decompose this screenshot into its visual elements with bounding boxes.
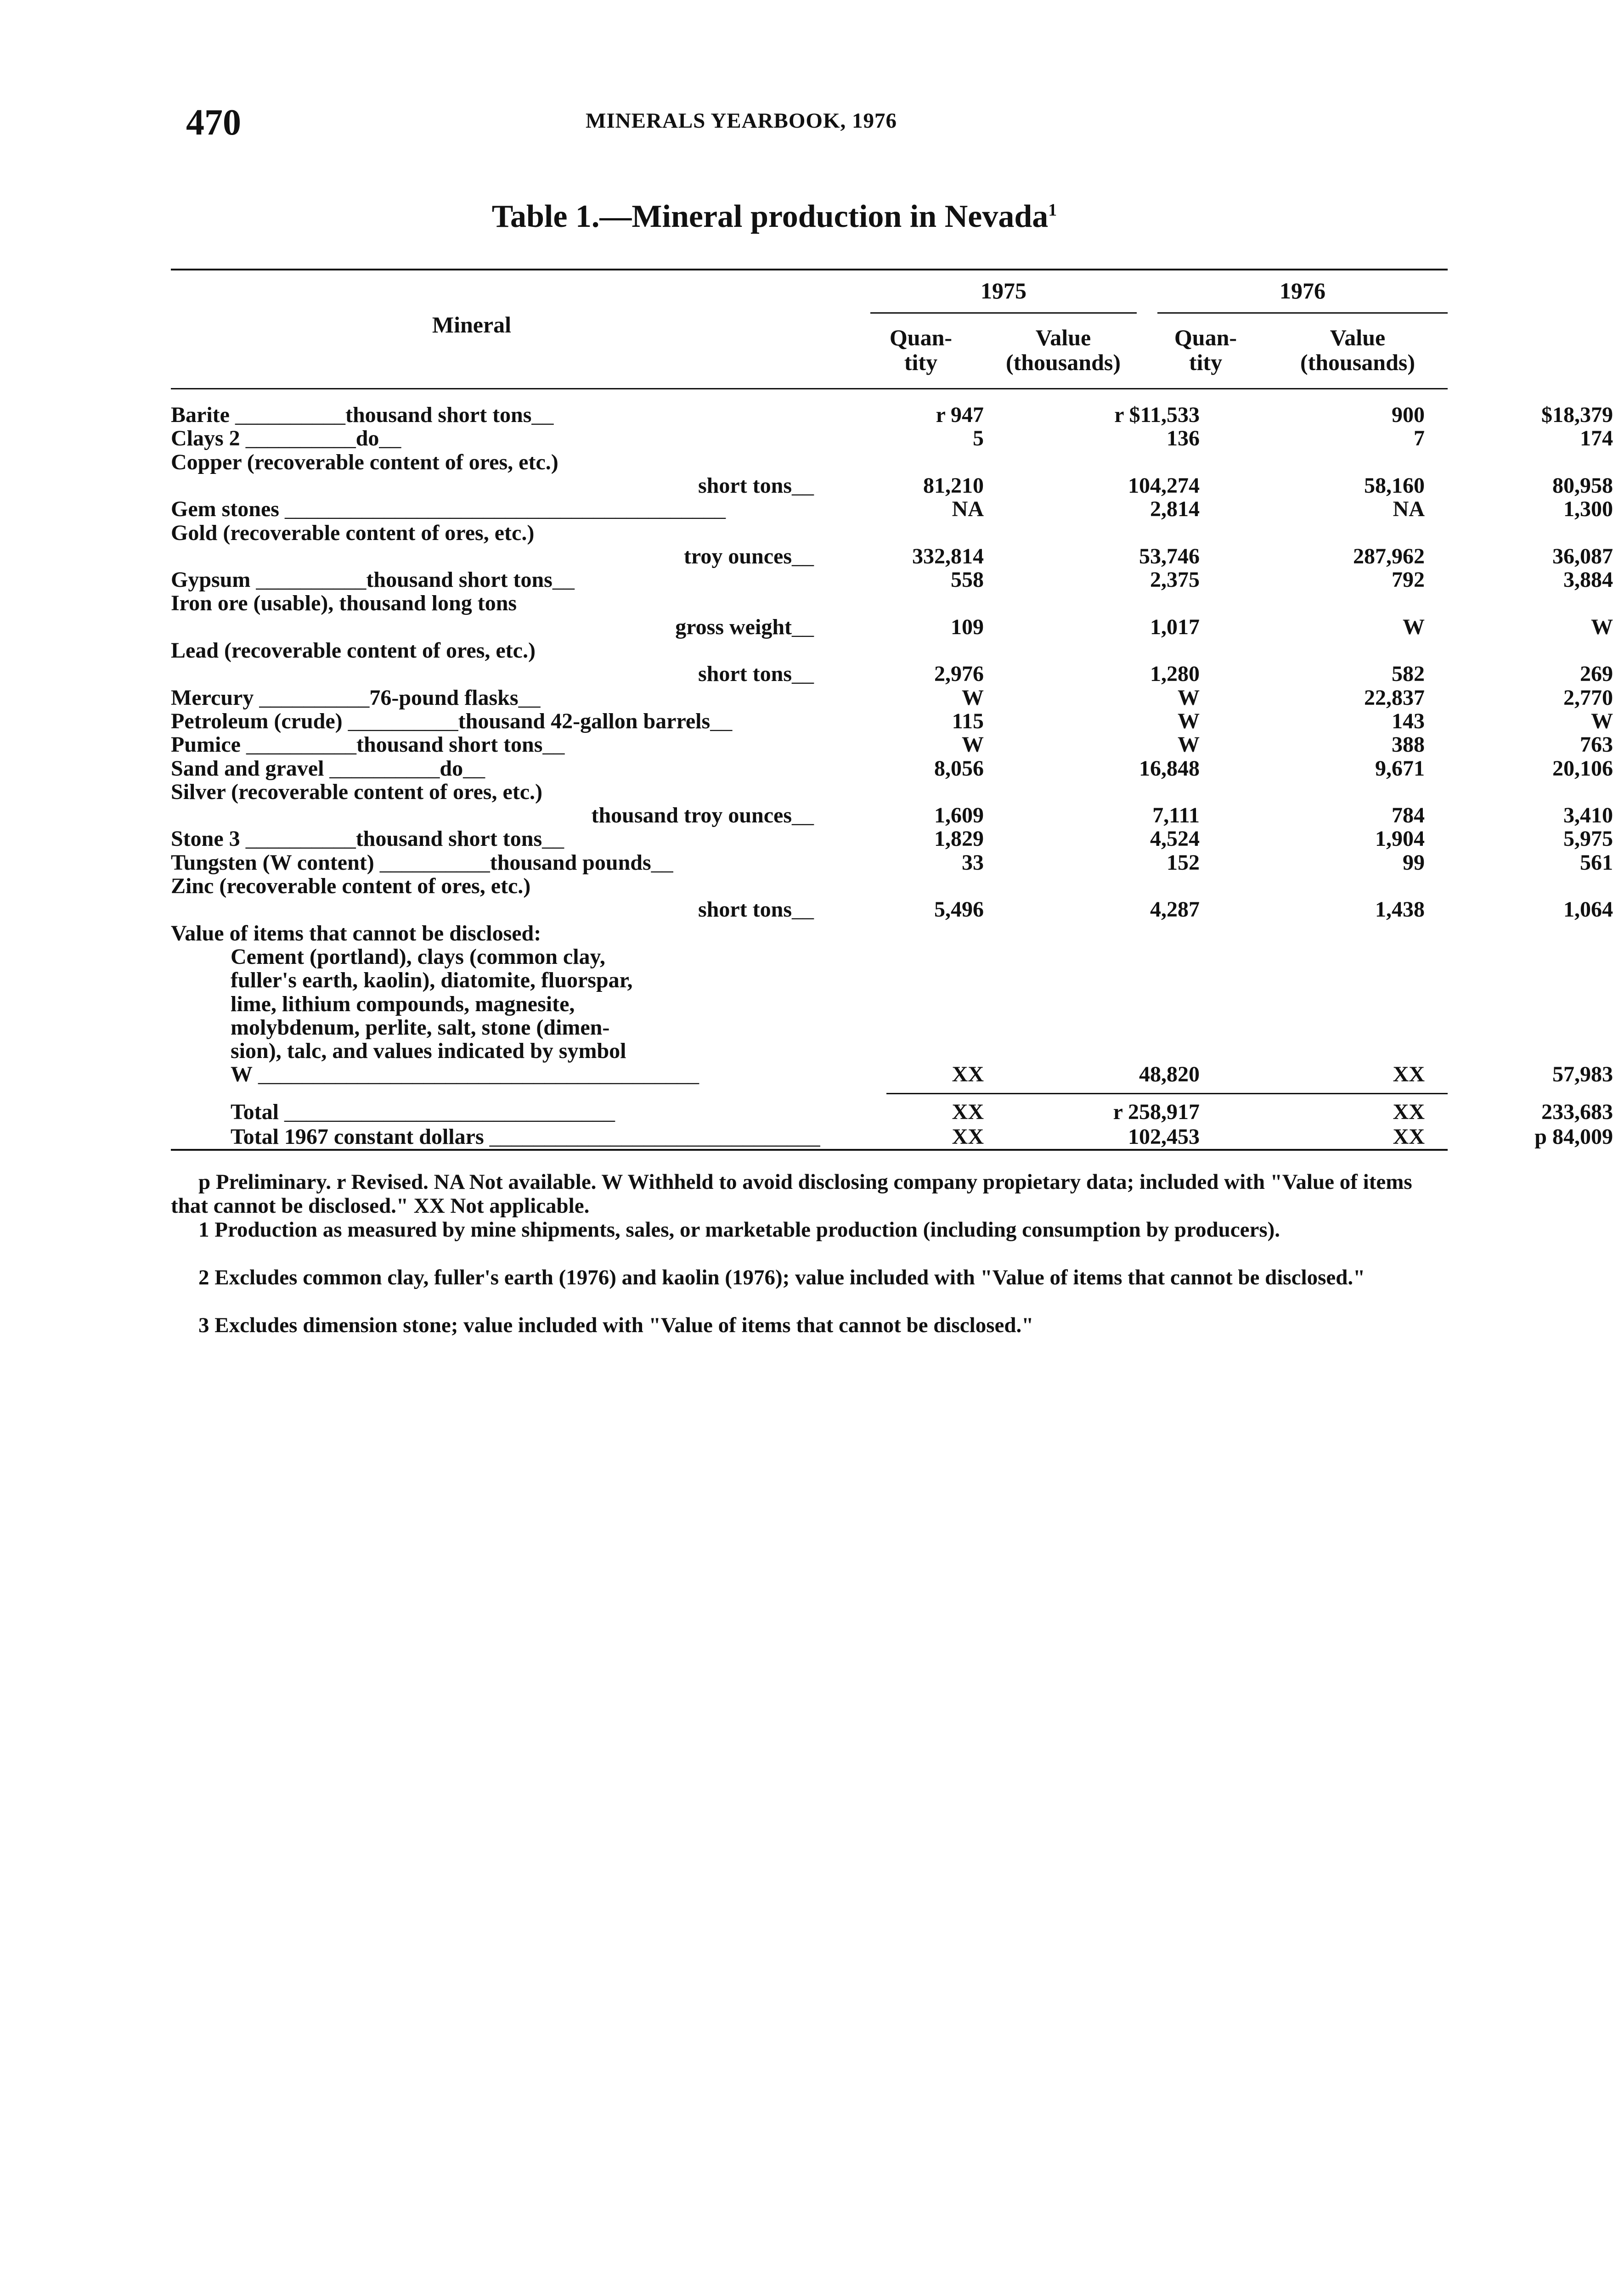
row-label bbox=[231, 945, 814, 969]
row-label bbox=[231, 1063, 814, 1086]
quantity-1976-cell: 784 bbox=[1392, 803, 1425, 828]
quantity-1975-cell: 33 bbox=[962, 850, 984, 875]
quantity-1975-cell: W bbox=[962, 685, 984, 710]
unit-label: troy ounces bbox=[683, 544, 792, 568]
value-1975-cell: 7,111 bbox=[1152, 803, 1200, 828]
value-1975-cell: 16,848 bbox=[1139, 756, 1200, 781]
row-label bbox=[171, 709, 814, 733]
table-row bbox=[171, 850, 1613, 875]
value-1976-cell: 233,683 bbox=[1541, 1100, 1613, 1124]
table-bottom-rule bbox=[171, 1149, 1448, 1151]
value-1975-cell: 1,280 bbox=[1150, 662, 1200, 687]
quantity-1976-cell: 287,962 bbox=[1353, 544, 1425, 568]
value-1976-cell: 36,087 bbox=[1552, 544, 1613, 568]
leader-dots: __________ bbox=[250, 568, 367, 592]
value-1976-cell: 3,884 bbox=[1563, 568, 1613, 592]
leader-dots: __ bbox=[518, 685, 541, 710]
leader-dots: __ bbox=[379, 426, 401, 451]
row-label bbox=[171, 757, 814, 781]
row-label bbox=[171, 733, 814, 757]
unit-label: thousand short tons bbox=[345, 403, 532, 427]
row-label bbox=[171, 403, 814, 427]
value-1975-cell: 4,287 bbox=[1150, 897, 1200, 922]
value-1975-cell: 48,820 bbox=[1139, 1062, 1200, 1087]
unit-label: thousand short tons bbox=[356, 732, 543, 757]
quantity-1975-cell: 8,056 bbox=[934, 756, 984, 781]
mineral-name: Zinc (recoverable content of ores, etc.) bbox=[171, 874, 531, 898]
mineral-name: Mercury bbox=[171, 685, 254, 710]
row-label bbox=[171, 686, 814, 710]
unit-label: thousand troy ounces bbox=[591, 803, 792, 828]
table-row bbox=[171, 685, 1613, 710]
leader-dots: __ bbox=[651, 850, 673, 875]
leader-dots: __ bbox=[531, 403, 554, 427]
quantity-1976-cell: 388 bbox=[1392, 732, 1425, 757]
unit-label: do bbox=[440, 756, 463, 781]
table-title bbox=[0, 198, 1549, 235]
row-label bbox=[171, 497, 814, 521]
unit-label: thousand pounds bbox=[490, 850, 651, 875]
unit-label: short tons bbox=[698, 662, 792, 687]
unit-label: thousand short tons bbox=[366, 568, 553, 592]
mineral-name: Sand and gravel bbox=[171, 756, 324, 781]
quantity-1975-cell: NA bbox=[952, 497, 984, 522]
footnote: 1 Production as measured by mine shipments, sales, or marketable production (including consumption by producers). bbox=[198, 1218, 1280, 1242]
quantity-1976-cell: 1,438 bbox=[1375, 897, 1425, 922]
quantity-1976-cell: 7 bbox=[1414, 426, 1425, 451]
mineral-name: Gold (recoverable content of ores, etc.) bbox=[171, 520, 535, 545]
table-row bbox=[171, 450, 1448, 474]
table-row bbox=[171, 403, 1613, 427]
leader-dots: __________ bbox=[229, 403, 345, 427]
mineral-name: sion), talc, and values indicated by symbol bbox=[231, 1039, 626, 1064]
mineral-name: Lead (recoverable content of ores, etc.) bbox=[171, 638, 536, 663]
row-label bbox=[171, 851, 814, 875]
mineral-name: Cement (portland), clays (common clay, bbox=[231, 944, 605, 969]
table-row bbox=[171, 945, 1448, 969]
row-label bbox=[171, 521, 814, 545]
table-row bbox=[171, 568, 1613, 592]
value-1976-cell: 80,958 bbox=[1552, 473, 1613, 498]
value-1976-cell: 1,300 bbox=[1563, 497, 1613, 522]
mineral-name: Clays 2 bbox=[171, 426, 240, 451]
leader-dots: __________ bbox=[240, 827, 356, 851]
table-row bbox=[171, 827, 1613, 851]
row-label bbox=[171, 568, 814, 592]
leader-dots: __ bbox=[542, 732, 565, 757]
table-title-text: Table 1.—Mineral production in Nevada bbox=[491, 199, 1049, 234]
mineral-name: Iron ore (usable), thousand long tons bbox=[171, 591, 517, 616]
mineral-name: Value of items that cannot be disclosed: bbox=[171, 921, 541, 945]
mineral-name: Petroleum (crude) bbox=[171, 709, 343, 733]
quantity-1975-cell: 332,814 bbox=[912, 544, 984, 568]
leader-dots: __ bbox=[792, 803, 814, 828]
quantity-1975-cell: 81,210 bbox=[923, 473, 984, 498]
mineral-name: Gypsum bbox=[171, 568, 251, 592]
total-row bbox=[171, 1100, 1613, 1124]
quantity-1975-cell: W bbox=[962, 732, 984, 757]
unit-label: do bbox=[355, 426, 379, 451]
leader-dots: __________ bbox=[240, 732, 356, 757]
quantity-1976-cell: 1,904 bbox=[1375, 827, 1425, 851]
table-row bbox=[171, 756, 1613, 781]
unit-label: thousand 42-gallon barrels bbox=[458, 709, 711, 733]
table-row bbox=[171, 1039, 1448, 1063]
quantity-1976-cell: 9,671 bbox=[1375, 756, 1425, 781]
quantity-1976-cell: 792 bbox=[1392, 568, 1425, 592]
unit-label: thousand short tons bbox=[355, 827, 542, 851]
table-row bbox=[171, 803, 1613, 828]
value-1976-cell: 561 bbox=[1580, 850, 1613, 875]
leader-dots: __________ bbox=[342, 709, 458, 733]
leader-dots: ______________________________ bbox=[484, 1125, 820, 1149]
quantity-1975-cell: 5,496 bbox=[934, 897, 984, 922]
value-1975-cell: r 258,917 bbox=[1113, 1100, 1200, 1124]
value-1975-header: Value (thousands) bbox=[1005, 325, 1121, 375]
table-row bbox=[171, 426, 1613, 451]
leader-dots: __ bbox=[792, 544, 814, 568]
table-row bbox=[171, 544, 1613, 568]
mineral-name: lime, lithium compounds, magnesite, bbox=[231, 991, 575, 1016]
leader-dots: __ bbox=[552, 568, 575, 592]
quantity-1976-cell: 143 bbox=[1392, 709, 1425, 733]
table-row bbox=[171, 521, 1448, 545]
mineral-name: Copper (recoverable content of ores, etc.) bbox=[171, 450, 558, 474]
value-1976-cell: 763 bbox=[1580, 732, 1613, 757]
mineral-name: Gem stones bbox=[171, 497, 279, 522]
quantity-1976-cell: 58,160 bbox=[1364, 473, 1425, 498]
value-1975-cell: 2,375 bbox=[1150, 568, 1200, 592]
value-1975-cell: 104,274 bbox=[1128, 473, 1200, 498]
table-row bbox=[171, 662, 1613, 687]
table-row bbox=[171, 897, 1613, 922]
table-row bbox=[171, 780, 1448, 804]
row-label bbox=[231, 1016, 814, 1040]
mineral-name: Tungsten (W content) bbox=[171, 850, 374, 875]
quantity-1976-cell: 582 bbox=[1392, 662, 1425, 687]
value-1975-cell: 102,453 bbox=[1128, 1125, 1200, 1149]
table-row bbox=[171, 497, 1613, 522]
mineral-name: Pumice bbox=[171, 732, 241, 757]
quantity-1975-cell: 109 bbox=[951, 614, 984, 639]
quantity-1976-cell: 22,837 bbox=[1364, 685, 1425, 710]
value-1976-cell: 5,975 bbox=[1563, 827, 1613, 851]
table-row bbox=[171, 968, 1448, 992]
row-label bbox=[171, 545, 814, 568]
quantity-1975-cell: XX bbox=[952, 1100, 984, 1124]
value-1976-header: Value (thousands) bbox=[1300, 325, 1416, 375]
row-label bbox=[171, 827, 814, 851]
leader-dots: __________ bbox=[240, 426, 356, 451]
running-head: MINERALS YEARBOOK, 1976 bbox=[586, 109, 897, 133]
table-row bbox=[171, 1062, 1613, 1087]
row-label bbox=[171, 474, 814, 498]
value-1976-cell: 269 bbox=[1580, 662, 1613, 687]
value-1976-cell: 3,410 bbox=[1563, 803, 1613, 828]
row-label bbox=[171, 427, 814, 450]
value-1976-cell: W bbox=[1591, 614, 1613, 639]
footnote: p Preliminary. r Revised. NA Not available. W Withheld to avoid disclosing company propietary data; included with "Value of items that cannot be disclosed." XX Not applicable. bbox=[171, 1170, 1412, 1218]
value-1975-cell: 152 bbox=[1167, 850, 1200, 875]
row-label bbox=[171, 874, 814, 898]
value-1975-cell: 2,814 bbox=[1150, 497, 1200, 522]
value-1975-cell: 4,524 bbox=[1150, 827, 1200, 851]
quantity-1975-cell: XX bbox=[952, 1062, 984, 1087]
value-1975-cell: W bbox=[1178, 685, 1200, 710]
leader-dots: ______________________________ bbox=[278, 1100, 615, 1124]
quantity-1975-cell: 2,976 bbox=[934, 662, 984, 687]
value-1976-cell: 20,106 bbox=[1552, 756, 1613, 781]
quantity-1976-cell: 99 bbox=[1403, 850, 1425, 875]
table-row bbox=[171, 473, 1613, 498]
quantity-1976-cell: 900 bbox=[1392, 403, 1425, 427]
value-1976-cell: $18,379 bbox=[1541, 403, 1613, 427]
quantity-1976-cell: W bbox=[1403, 614, 1425, 639]
value-1975-cell: W bbox=[1178, 732, 1200, 757]
table-row bbox=[171, 922, 1448, 945]
leader-dots: __ bbox=[792, 473, 814, 498]
mineral-name: Barite bbox=[171, 403, 230, 427]
year1-rule bbox=[870, 312, 1137, 314]
total-row bbox=[171, 1125, 1613, 1149]
footnote: 3 Excludes dimension stone; value included with "Value of items that cannot be disclosed." bbox=[198, 1313, 1034, 1337]
unit-label: short tons bbox=[698, 897, 792, 922]
value-1975-cell: W bbox=[1178, 709, 1200, 733]
total-name: Total 1967 constant dollars bbox=[231, 1125, 484, 1149]
row-label bbox=[171, 591, 814, 615]
row-label bbox=[231, 1039, 814, 1063]
total-label bbox=[231, 1100, 814, 1124]
year2-rule bbox=[1157, 312, 1448, 314]
value-1976-cell: 1,064 bbox=[1563, 897, 1613, 922]
quantity-1976-cell: XX bbox=[1393, 1125, 1425, 1149]
table-row bbox=[171, 1016, 1448, 1040]
page-number: 470 bbox=[186, 102, 241, 143]
total-name: Total bbox=[231, 1100, 279, 1124]
quantity-1975-cell: 1,609 bbox=[934, 803, 984, 828]
leader-dots: __________ bbox=[254, 685, 370, 710]
unit-label: short tons bbox=[698, 473, 792, 498]
value-1976-cell: W bbox=[1591, 709, 1613, 733]
header-bottom-rule bbox=[171, 388, 1448, 389]
row-label bbox=[231, 968, 814, 992]
quantity-1976-cell: NA bbox=[1393, 497, 1425, 522]
value-1975-cell: 136 bbox=[1167, 426, 1200, 451]
leader-dots: ________________________________________ bbox=[253, 1062, 699, 1087]
year-1975-header: 1975 bbox=[981, 278, 1026, 304]
quantity-1975-cell: 5 bbox=[973, 426, 984, 451]
unit-label: gross weight bbox=[675, 614, 792, 639]
quantity-1975-cell: 115 bbox=[952, 709, 984, 733]
leader-dots: __ bbox=[542, 827, 564, 851]
value-1976-cell: 2,770 bbox=[1563, 685, 1613, 710]
value-1976-cell: 57,983 bbox=[1552, 1062, 1613, 1087]
table-row bbox=[171, 992, 1448, 1016]
leader-dots: __________ bbox=[374, 850, 490, 875]
leader-dots: ________________________________________ bbox=[279, 497, 726, 522]
table-row bbox=[171, 591, 1448, 615]
quantity-1975-cell: 1,829 bbox=[934, 827, 984, 851]
quantity-1976-header: Quan- tity bbox=[1174, 325, 1237, 375]
leader-dots: __ bbox=[463, 756, 485, 781]
value-1975-cell: 53,746 bbox=[1139, 544, 1200, 568]
table-row bbox=[171, 709, 1613, 733]
mineral-name: Silver (recoverable content of ores, etc.) bbox=[171, 779, 543, 804]
row-label bbox=[171, 804, 814, 827]
table-title-footnote-ref: 1 bbox=[1048, 200, 1057, 220]
quantity-1975-cell: r 947 bbox=[936, 403, 984, 427]
leader-dots: __________ bbox=[324, 756, 440, 781]
quantity-1976-cell: XX bbox=[1393, 1100, 1425, 1124]
table-row bbox=[171, 732, 1613, 757]
value-1976-cell: 174 bbox=[1580, 426, 1613, 451]
quantity-1975-cell: 558 bbox=[951, 568, 984, 592]
year-1976-header: 1976 bbox=[1280, 278, 1325, 304]
total-label bbox=[231, 1125, 820, 1149]
row-label bbox=[171, 780, 814, 804]
leader-dots: __ bbox=[792, 897, 814, 922]
row-label bbox=[171, 898, 814, 922]
table-row bbox=[171, 639, 1448, 663]
row-label bbox=[171, 450, 814, 474]
value-1975-cell: r $11,533 bbox=[1114, 403, 1200, 427]
mineral-name: Stone 3 bbox=[171, 827, 240, 851]
mineral-header: Mineral bbox=[432, 312, 512, 338]
row-label bbox=[171, 922, 814, 945]
unit-label: 76-pound flasks bbox=[369, 685, 519, 710]
mineral-name: W bbox=[231, 1062, 253, 1087]
quantity-1976-cell: XX bbox=[1393, 1062, 1425, 1087]
row-label bbox=[171, 662, 814, 686]
leader-dots: __ bbox=[710, 709, 733, 733]
leader-dots: __ bbox=[792, 614, 814, 639]
leader-dots: __ bbox=[792, 662, 814, 687]
value-1975-cell: 1,017 bbox=[1150, 614, 1200, 639]
footnote: 2 Excludes common clay, fuller's earth (1976) and kaolin (1976); value included with "Value of items that cannot be disclosed." bbox=[198, 1266, 1365, 1289]
quantity-1975-cell: XX bbox=[952, 1125, 984, 1149]
top-rule bbox=[171, 269, 1448, 270]
row-label bbox=[171, 639, 814, 663]
table-row bbox=[171, 874, 1448, 898]
row-label bbox=[231, 992, 814, 1016]
subtotal-rule bbox=[886, 1093, 1448, 1094]
mineral-name: fuller's earth, kaolin), diatomite, fluorspar, bbox=[231, 968, 633, 993]
value-1976-cell: p 84,009 bbox=[1534, 1125, 1613, 1149]
table-row bbox=[171, 614, 1613, 639]
row-label bbox=[171, 615, 814, 639]
quantity-1975-header: Quan- tity bbox=[889, 325, 953, 375]
mineral-name: molybdenum, perlite, salt, stone (dimen- bbox=[231, 1015, 610, 1040]
